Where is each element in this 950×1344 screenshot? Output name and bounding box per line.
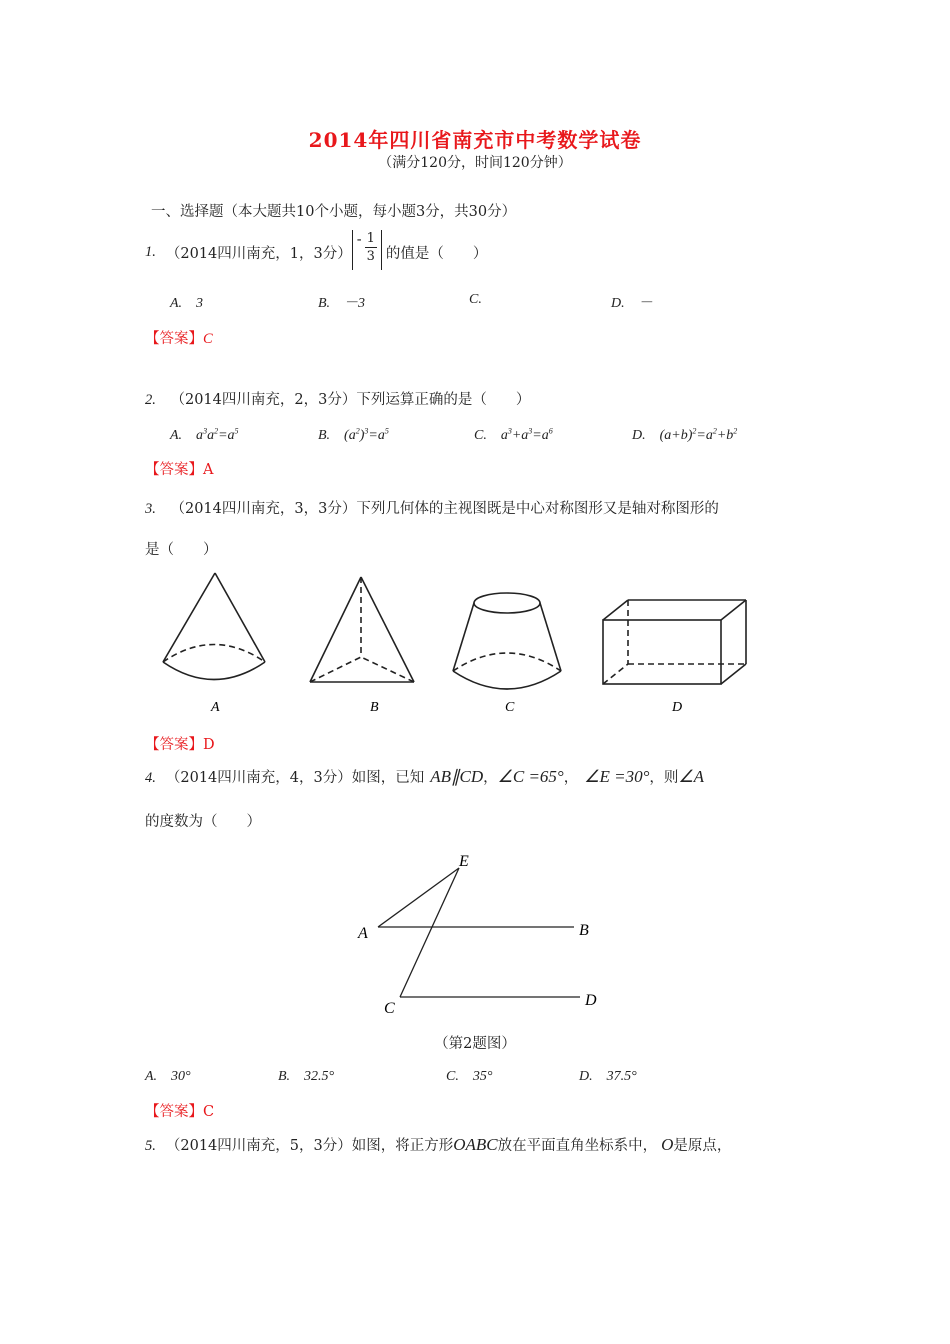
answer-value: C — [203, 331, 213, 347]
parallel-condition: AB∥CD — [430, 767, 484, 786]
point-label-c: C — [384, 1000, 395, 1017]
answer-line-2 — [145, 458, 213, 479]
question-then: ，则 — [649, 770, 679, 786]
answer-value: C — [203, 1104, 215, 1120]
question-text: （2014四川南充，2，3分）下列运算正确的是（ ） — [170, 392, 531, 408]
question-number: 2. — [145, 392, 156, 408]
answer-label: 【答案】 — [145, 462, 203, 478]
option-d: D. 37.5° — [579, 1069, 637, 1084]
question-4: 4. （2014四川南充，4，3分）如图，已知 AB∥CD ， ∠C =65° ， ∠E =30° ，则 ∠A — [145, 767, 705, 786]
answer-value: A — [203, 462, 214, 478]
answer-value: D — [203, 737, 215, 753]
answer-line-4 — [145, 1100, 214, 1121]
fraction — [365, 230, 377, 265]
figure-label-a: A — [211, 700, 220, 715]
answer-label: 【答案】 — [145, 737, 203, 753]
target-angle: ∠A — [678, 767, 705, 786]
point-label-a: A — [358, 925, 368, 942]
fraction-denominator: 3 — [366, 249, 375, 264]
line-ae — [378, 868, 459, 927]
answer-line-1 — [145, 327, 213, 348]
option-d: D. － — [611, 296, 653, 311]
question-tail: 是原点， — [673, 1138, 732, 1154]
solids-figure — [150, 565, 770, 725]
parallel-lines-figure — [350, 845, 610, 1025]
answer-label: 【答案】 — [145, 1104, 203, 1120]
question-number: 5. — [145, 1138, 156, 1154]
page-title: 2014年四川省南充市中考数学试卷 — [308, 128, 642, 152]
question-3-line-2: 是（ ） — [145, 542, 218, 558]
question-number: 3. — [145, 501, 156, 517]
point-label-e: E — [459, 853, 469, 870]
option-c: C. 35° — [446, 1069, 493, 1084]
question-source: （2014四川南充，1，3分） — [165, 245, 352, 262]
fraction-numerator: 1 — [366, 231, 375, 246]
box-figure — [603, 600, 746, 684]
cone-figure — [163, 573, 265, 680]
question-3 — [145, 497, 719, 518]
section-heading: 一、选择题（本大题共10个小题，每小题3分，共30分） — [151, 204, 517, 220]
minus-sign: - — [356, 231, 362, 248]
option-d: D. $(a+b)^2=a^2+b^2$ — [632, 426, 738, 443]
option-c: C. — [469, 292, 482, 307]
figure-label-d: D — [672, 700, 683, 715]
origin-name: O — [661, 1135, 674, 1154]
question-source: （2014四川南充，5，3分）如图，将正方形 — [165, 1138, 454, 1154]
question-middle: 放在平面直角坐标系中， — [497, 1138, 658, 1154]
question-stem-tail: 的值是（ ） — [385, 245, 488, 262]
option-b: B. $(a^2)^3=a^5$ — [318, 426, 389, 443]
page-subtitle: （满分120分，时间120分钟） — [378, 155, 572, 171]
figure-caption: （第2题图） — [434, 1036, 516, 1052]
question-2 — [145, 388, 530, 409]
line-ec — [400, 868, 459, 997]
tetrahedron-figure — [310, 577, 414, 682]
figure-label-c: C — [505, 700, 515, 715]
option-c: C. $a^3+a^3=a^6$ — [474, 426, 553, 443]
question-4-line-2: 的度数为（ ） — [145, 814, 261, 830]
angle-e-condition: ∠E =30° — [584, 767, 650, 786]
option-a: A. $a^3a^2=a^5$ — [170, 426, 239, 443]
question-source: （2014四川南充，4，3分）如图，已知 — [165, 770, 425, 786]
frustum-figure — [453, 593, 561, 689]
angle-c-condition: ∠C =65° — [497, 767, 564, 786]
option-b: B. －3 — [318, 296, 366, 311]
square-name: OABC — [453, 1135, 498, 1154]
absolute-value-expression — [352, 230, 382, 270]
option-b: B. 32.5° — [278, 1069, 335, 1084]
question-number: 4. — [145, 770, 156, 786]
question-text: （2014四川南充，3，3分）下列几何体的主视图既是中心对称图形又是轴对称图形的 — [170, 501, 719, 517]
option-a: A. 30° — [145, 1069, 191, 1084]
option-a: A. 3 — [170, 296, 204, 311]
answer-line-3 — [145, 733, 215, 754]
question-1 — [145, 232, 487, 272]
question-5 — [145, 1134, 731, 1155]
answer-label: 【答案】 — [145, 331, 203, 347]
point-label-d: D — [585, 992, 597, 1009]
point-label-b: B — [579, 922, 589, 939]
figure-label-b: B — [370, 700, 379, 715]
question-number: 1. — [145, 243, 156, 260]
